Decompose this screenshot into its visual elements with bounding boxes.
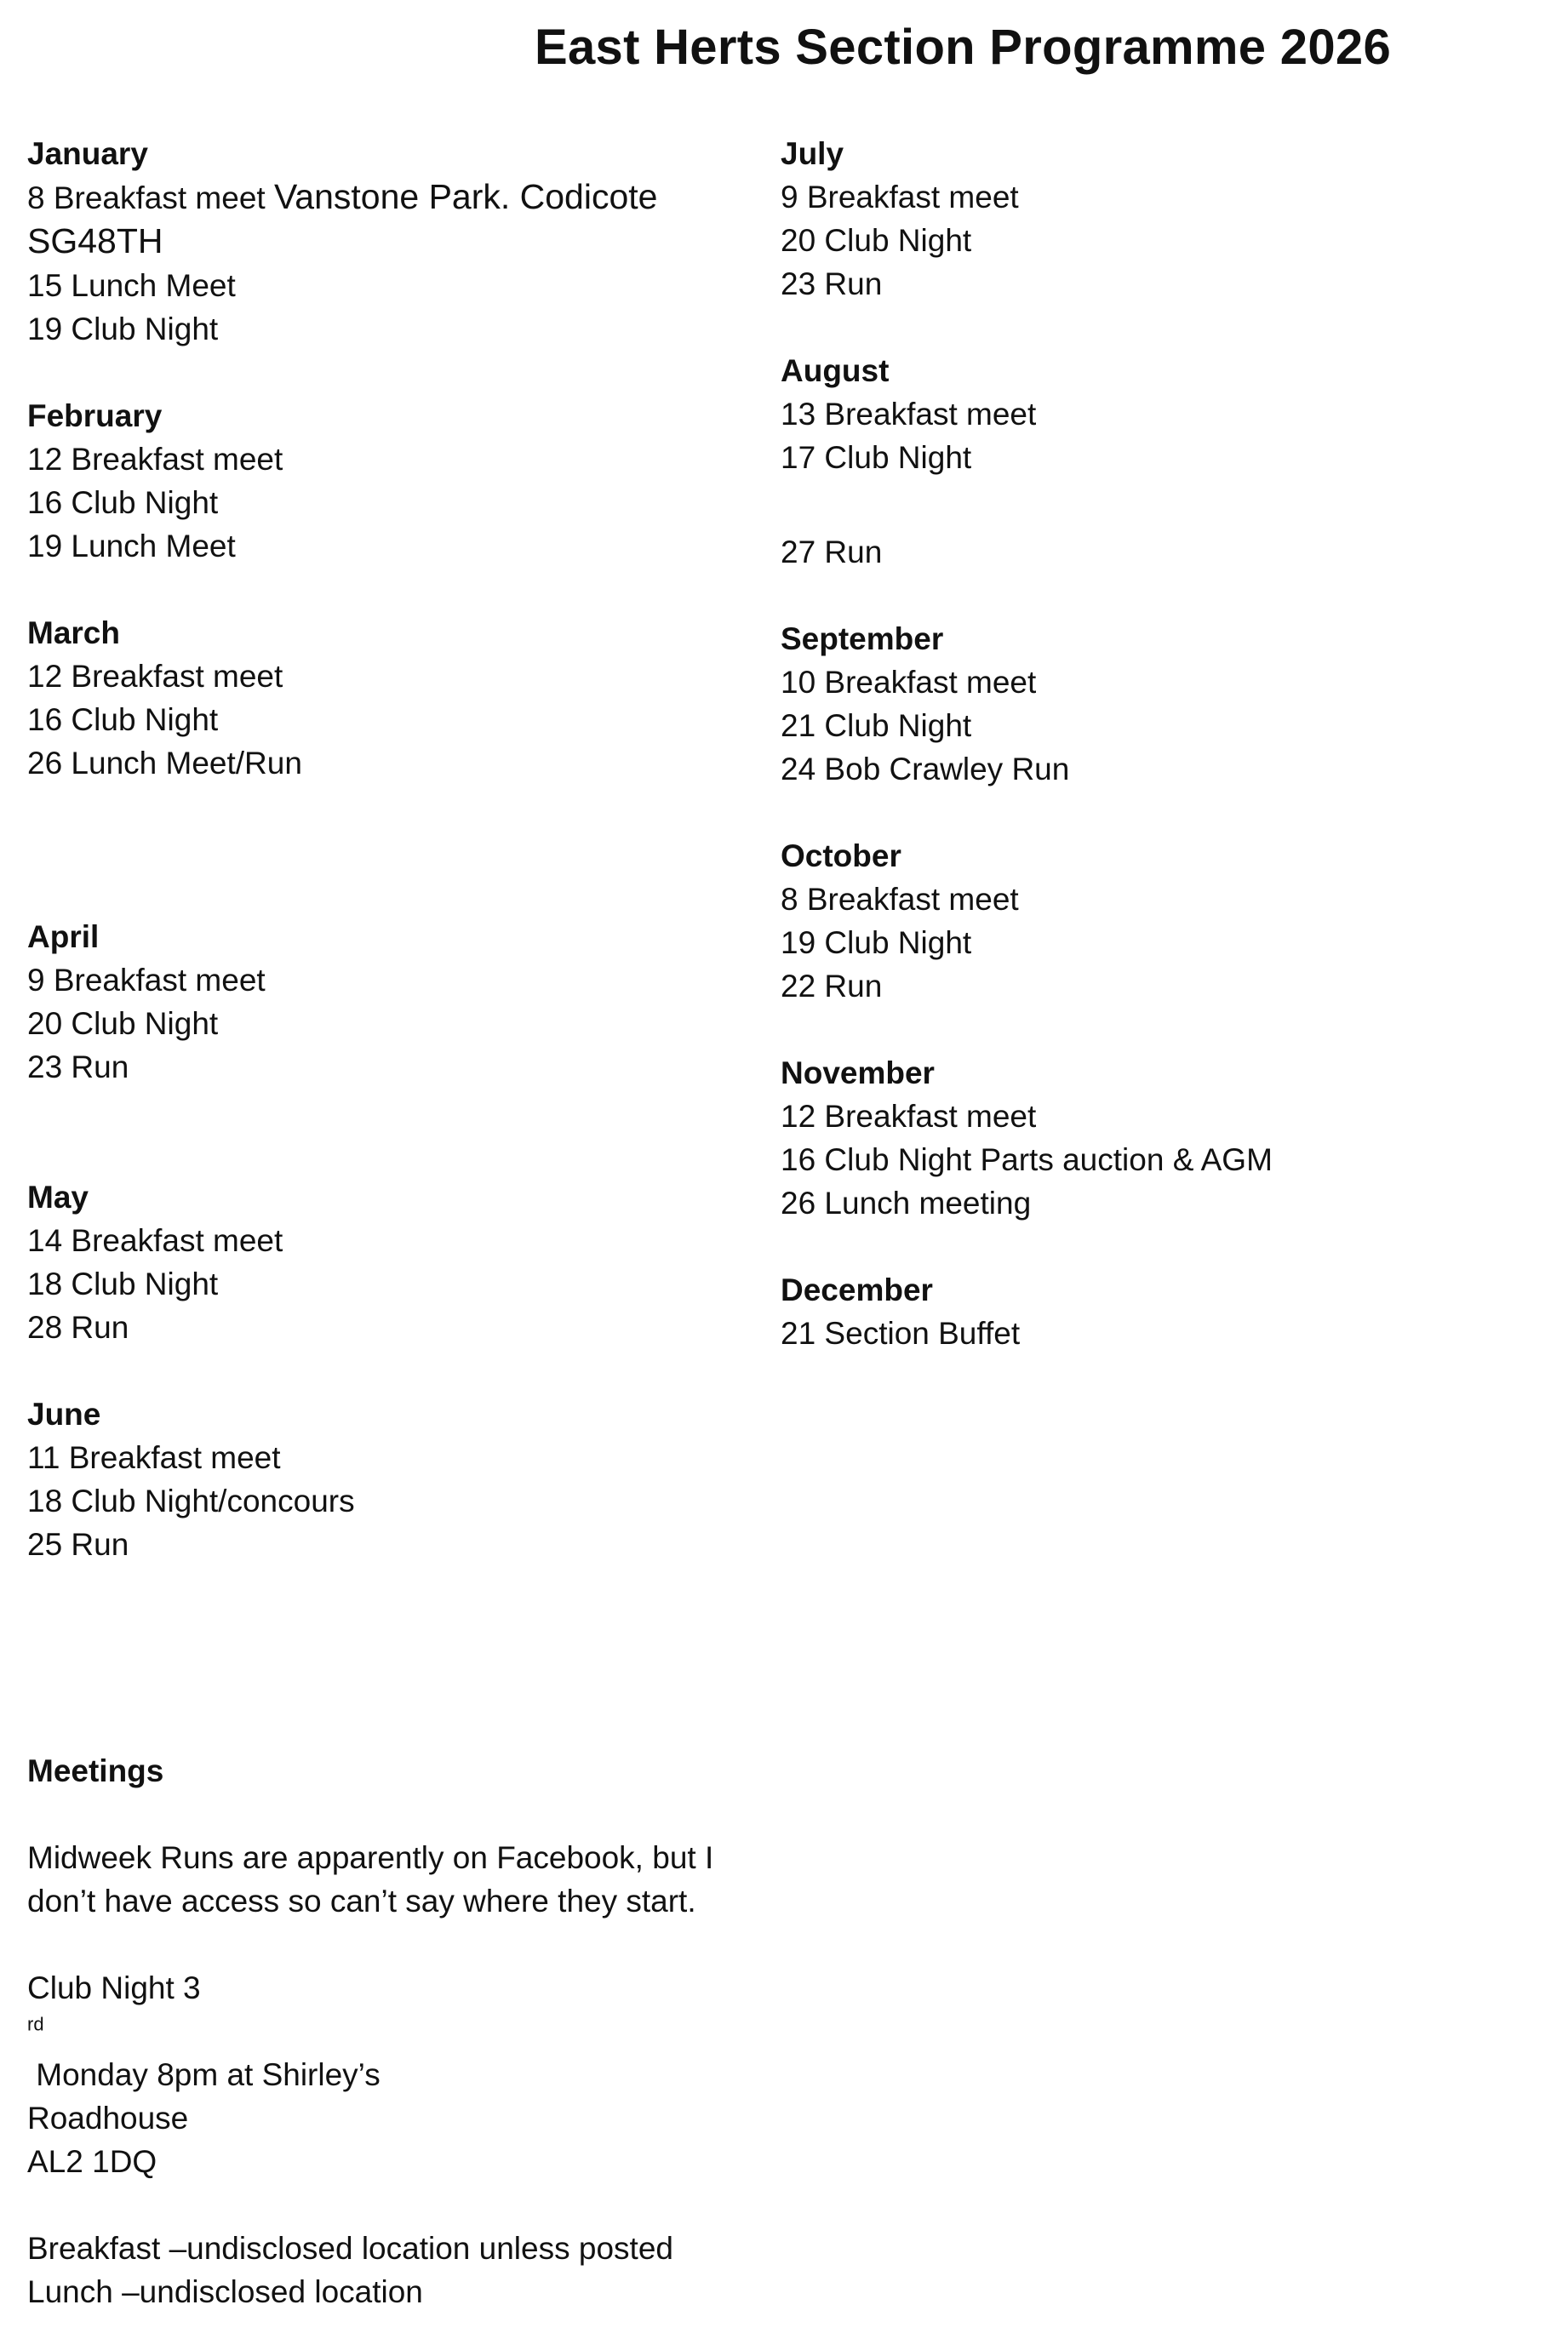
note-line: don’t have access so can’t say where they start. [27,1884,696,1919]
event-item: 16 Club Night [27,485,219,520]
event-item: 14 Breakfast meet [27,1223,283,1258]
event-item: 27 Run [781,535,883,569]
event-item: 21 Club Night [781,708,972,743]
month-november [781,1051,1513,1225]
event-item: 25 Run [27,1527,129,1562]
event-item: 18 Club Night/concours [27,1484,355,1518]
meetings-section [27,1749,759,2313]
event-item: 8 Breakfast meet [781,882,1019,917]
event-item: 20 Club Night [781,223,972,258]
month-february [27,394,759,568]
month-title: September [781,621,944,656]
club-night-suffix: Monday 8pm at Shirley’s [27,2057,381,2092]
month-title: December [781,1272,933,1307]
left-column [27,132,759,1566]
month-march [27,611,759,785]
month-title: March [27,615,120,650]
month-title: July [781,136,844,171]
note-line: Lunch –undisclosed location [27,2274,423,2309]
month-july [781,132,1513,306]
month-title: April [27,919,100,954]
note-line [27,1966,759,2096]
right-column [781,132,1513,1355]
event-item: 10 Breakfast meet [781,665,1037,700]
event-item: 12 Breakfast meet [27,442,283,477]
note-line: Breakfast –undisclosed location unless posted [27,2231,673,2266]
club-night-note [27,1966,759,2183]
event-item: 9 Breakfast meet [27,963,266,998]
event-item: 21 Section Buffet [781,1316,1021,1351]
event-item: 18 Club Night [27,1267,219,1301]
event-item: 23 Run [781,266,883,301]
club-night-prefix: Club Night 3 [27,1970,201,2005]
month-title: January [27,136,148,171]
month-title: February [27,398,163,433]
event-item: 17 Club Night [781,440,972,475]
postcode: AL2 1DQ [27,2144,157,2179]
month-title: May [27,1180,89,1215]
event-location: Vanstone Park. Codicote SG48TH [27,177,658,260]
month-title: October [781,838,901,873]
event-item: 22 Run [781,969,883,1004]
ordinal-suffix: rd [27,2013,44,2035]
event-item: 19 Lunch Meet [27,529,236,563]
month-august [781,349,1513,574]
note-line: Midweek Runs are apparently on Facebook, but I [27,1840,714,1875]
month-october [781,834,1513,1008]
month-september [781,617,1513,791]
event-item [27,175,759,264]
event-item: 16 Club Night [27,702,219,737]
event-item: 26 Lunch meeting [781,1186,1032,1221]
month-april [27,915,759,1089]
month-title: August [781,353,890,388]
event-item: 15 Lunch Meet [27,268,236,303]
note-line: Roadhouse [27,2101,189,2136]
event-item: 19 Club Night [781,925,972,960]
event-item: 12 Breakfast meet [27,659,283,694]
event-item: 16 Club Night Parts auction & AGM [781,1142,1273,1177]
event-item: 23 Run [27,1049,129,1084]
month-title: June [27,1397,101,1432]
breakfast-lunch-note [27,2227,759,2313]
month-january [27,132,759,351]
event-item: 12 Breakfast meet [781,1099,1037,1134]
event-item: 20 Club Night [27,1006,219,1041]
event-item: 11 Breakfast meet [27,1440,281,1475]
event-item: 9 Breakfast meet [781,180,1019,214]
midweek-runs-note [27,1836,759,1923]
meetings-title: Meetings [27,1753,164,1788]
event-item: 26 Lunch Meet/Run [27,746,302,781]
event-item: 24 Bob Crawley Run [781,752,1070,786]
month-december [781,1268,1513,1355]
event-item: 13 Breakfast meet [781,397,1037,432]
event-item: 28 Run [27,1310,129,1345]
month-title: November [781,1055,935,1090]
month-june [27,1393,759,1566]
month-may [27,1175,759,1349]
event-text: 8 Breakfast meet [27,180,266,215]
event-item: 19 Club Night [27,312,219,346]
page-title: East Herts Section Programme 2026 [534,20,1391,75]
